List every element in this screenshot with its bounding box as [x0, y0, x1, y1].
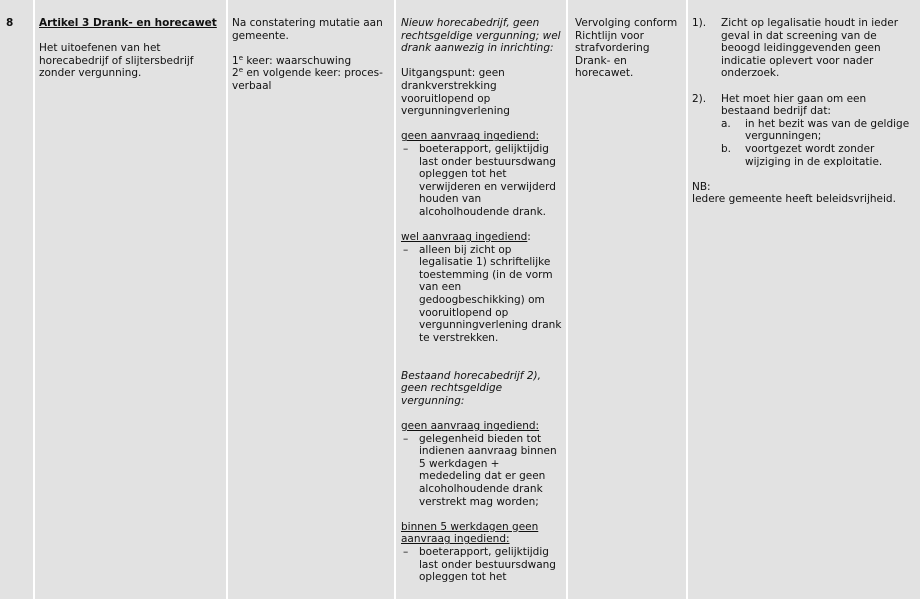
action-cell [228, 0, 394, 599]
note-2-text: Het moet hier gaan om een bestaand bedrijf dat: [721, 92, 867, 118]
row-number: 8 [6, 17, 14, 29]
followup-cell [568, 0, 686, 599]
followup-text: Vervolging conform Richtlijn voor strafvordering Drank- en horecawet. [575, 17, 678, 80]
notes-cell [688, 0, 920, 599]
note-1: 1). Zicht op legalisatie houdt in ieder geval in dat screening van de beoogd leidinggevenden geen indicatie oplevert voor nader onderzoek. [692, 17, 915, 80]
list-item: – gelegenheid bieden tot indienen aanvraag binnen 5 werkdagen + mededeling dat er geen alcoholhoudende drank verstrekt mag worden; [401, 433, 564, 509]
article-description: Het uitoefenen van het horecabedrijf of slijtersbedrijf zonder vergunning. [39, 42, 194, 80]
existing-business-heading: Bestaand horecabedrijf 2), geen rechtsgeldige vergunning: [401, 369, 541, 407]
nb-label: NB: [692, 180, 711, 193]
nb-text: Iedere gemeente heeft beleidsvrijheid. [692, 193, 896, 206]
note-2: 2). Het moet hier gaan om een bestaand bedrijf dat: [692, 93, 915, 118]
application-list [401, 244, 564, 345]
note-2-sublist [721, 118, 915, 168]
article-cell [35, 0, 226, 599]
no-application-heading: geen aanvraag ingediend: [401, 130, 540, 143]
existing-no-application-heading: geen aanvraag ingediend: [401, 420, 540, 432]
list-item: – boeterapport, gelijktijdig last onder bestuursdwang opleggen tot het [401, 546, 564, 584]
within-days-heading: binnen 5 werkdagen geen aanvraag ingediend: [401, 520, 539, 546]
situations-cell [396, 0, 566, 599]
note-1-text: Zicht op legalisatie houdt in ieder geval in dat screening van de beoogd leidinggevenden geen indicatie oplevert voor nader onderzoek. [721, 17, 899, 80]
action-intro: Na constatering mutatie aan gemeente. [232, 17, 383, 42]
new-business-heading: Nieuw horecabedrijf, geen rechtsgeldige vergunning; wel drank aanwezig in inrichting: [401, 17, 561, 55]
article-title: Artikel 3 Drank- en horecawet [39, 17, 217, 29]
list-item: – boeterapport, gelijktijdig last onder bestuursdwang opleggen tot het verwijderen en verwijderd houden van alcoholhoudende drank. [401, 143, 564, 219]
note-2-item-b: b. voortgezet wordt zonder wijziging in de exploitatie. [721, 142, 883, 168]
action-repeat-offense: 2e en volgende keer: proces-verbaal [232, 66, 383, 92]
application-heading-line: wel aanvraag ingediend: [401, 231, 531, 244]
within-days-list [401, 546, 564, 584]
row-number-cell [0, 0, 33, 599]
no-application-list [401, 143, 564, 219]
action-first-offense: 1e keer: waarschuwing [232, 53, 352, 67]
starting-point: Uitgangspunt: geen drankverstrekking vooruitlopend op vergunningverlening [401, 67, 510, 118]
existing-no-application-list [401, 433, 564, 509]
list-item: – alleen bij zicht op legalisatie 1) schriftelijke toestemming (in de vorm van een gedoogbeschikking) om vooruitlopend op vergunningverlening drank te verstrekken. [401, 244, 564, 345]
note-2-item-a: a. in het bezit was van de geldige vergunningen; [721, 117, 910, 143]
application-heading: wel aanvraag ingediend [401, 231, 528, 244]
